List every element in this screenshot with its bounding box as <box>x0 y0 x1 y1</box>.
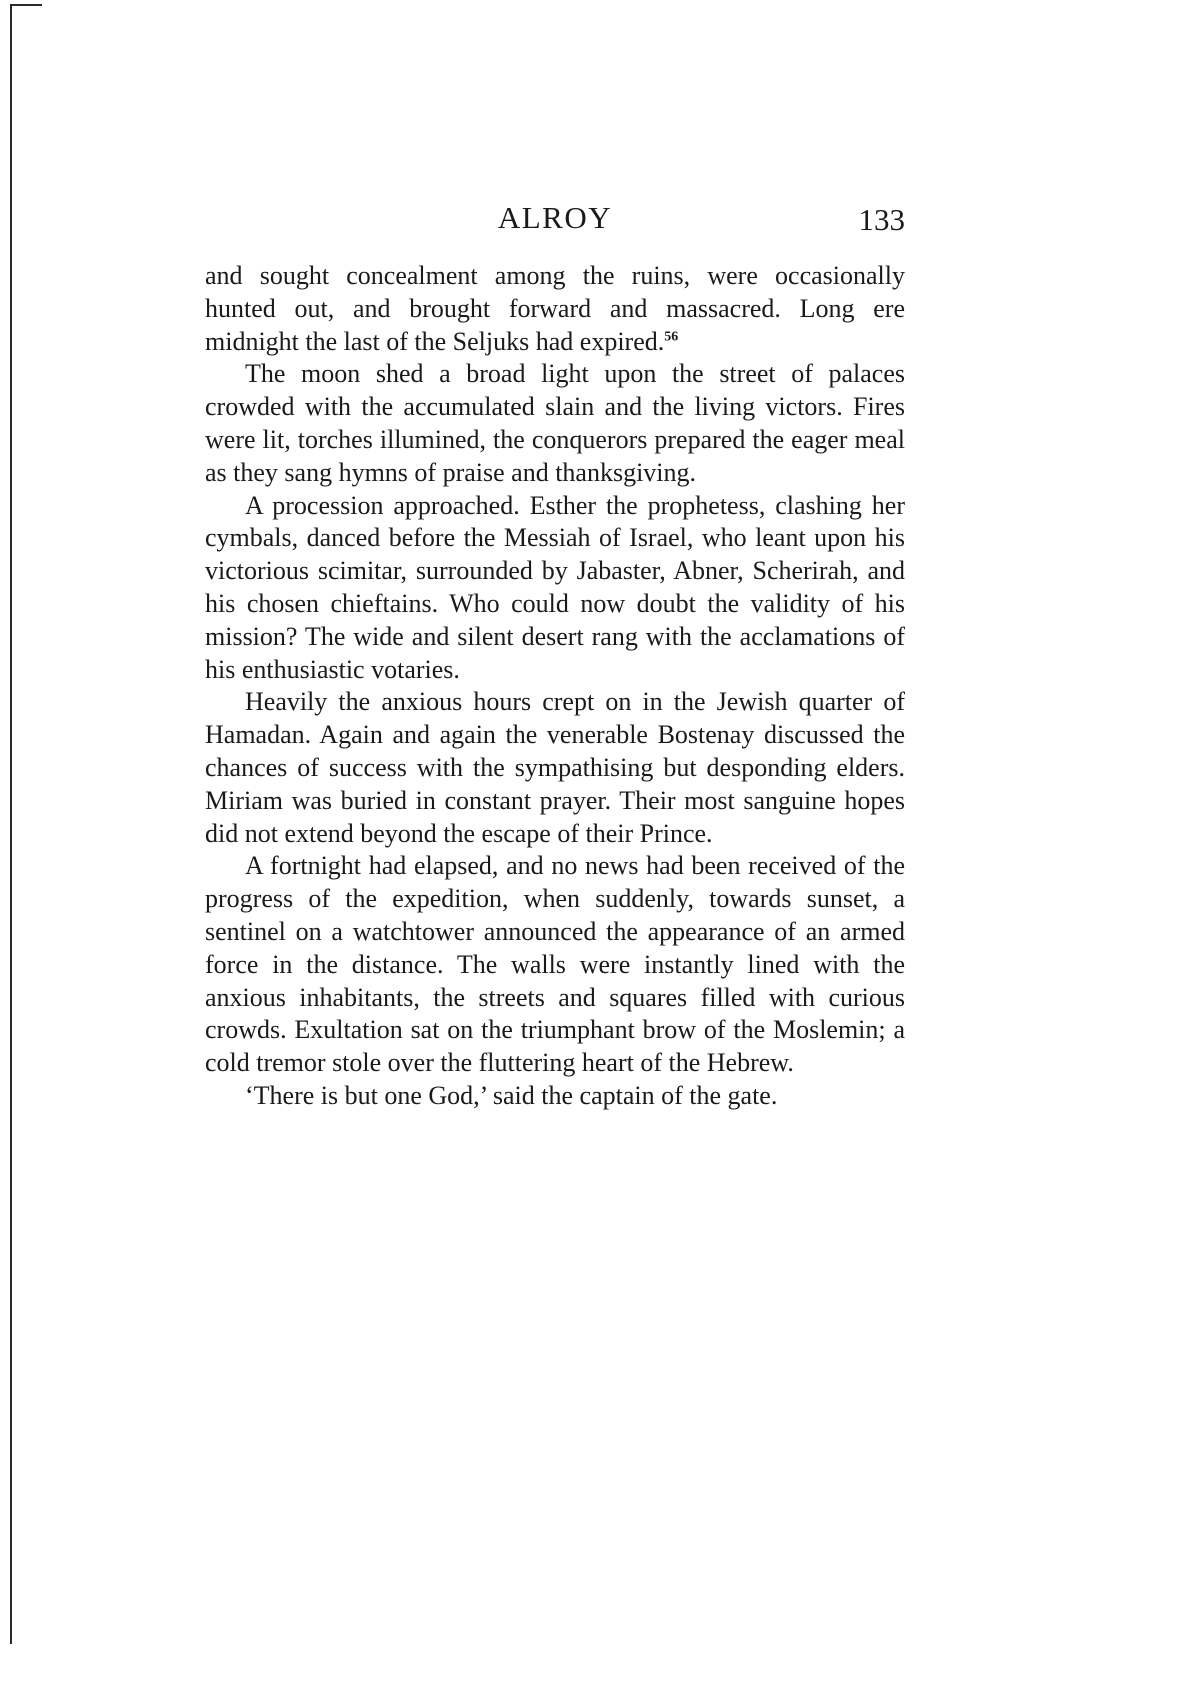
body-text <box>205 260 905 1113</box>
page-number: 133 <box>858 202 905 237</box>
paragraph: A fortnight had elapsed, and no news had been received of the progress of the expedition, when suddenly, towards sunset, a sentinel on a watchtower announced the appearance of an armed force in the distance. The walls were instantly lined with the anxious inhabitants, the streets and squares filled with curious crowds. Exultation sat on the triumphant brow of the Moslemin; a cold tremor stole over the fluttering heart of the Hebrew. <box>205 851 905 1078</box>
paragraph <box>205 260 905 358</box>
scan-border-top <box>10 4 42 6</box>
book-page <box>205 200 905 1113</box>
paragraph: Heavily the anxious hours crept on in the Jewish quarter of Hamadan. Again and again the venerable Bostenay discussed the chances of success with the sympathising but desponding elders. Miriam was buried in constant prayer. Their most sanguine hopes did not extend beyond the escape of their Prince. <box>205 687 905 848</box>
running-title: ALROY <box>497 200 613 235</box>
paragraph: ‘There is but one God,’ said the captain of the gate. <box>245 1080 778 1110</box>
footnote-reference: 56 <box>664 328 679 344</box>
paragraph: A procession approached. Esther the prophetess, clashing her cymbals, danced before the Messiah of Israel, who leant upon his victorious scimitar, surrounded by Jabaster, Abner, Scherirah, and his chosen chieftains. Who could now doubt the validity of his mission? The wide and silent desert rang with the acclamations of his enthusiastic votaries. <box>205 490 905 684</box>
scan-border-left <box>10 4 12 1644</box>
paragraph: The moon shed a broad light upon the street of palaces crowded with the accumulated slain and the living victors. Fires were lit, torches illumined, the conquerors prepared the eager meal as they sang hymns of praise and thanksgiving. <box>205 359 905 487</box>
paragraph-text: and sought concealment among the ruins, were occasionally hunted out, and brought forward and massacred. Long ere midnight the last of the Seljuks had expired. <box>205 261 905 356</box>
page-header <box>205 200 905 260</box>
